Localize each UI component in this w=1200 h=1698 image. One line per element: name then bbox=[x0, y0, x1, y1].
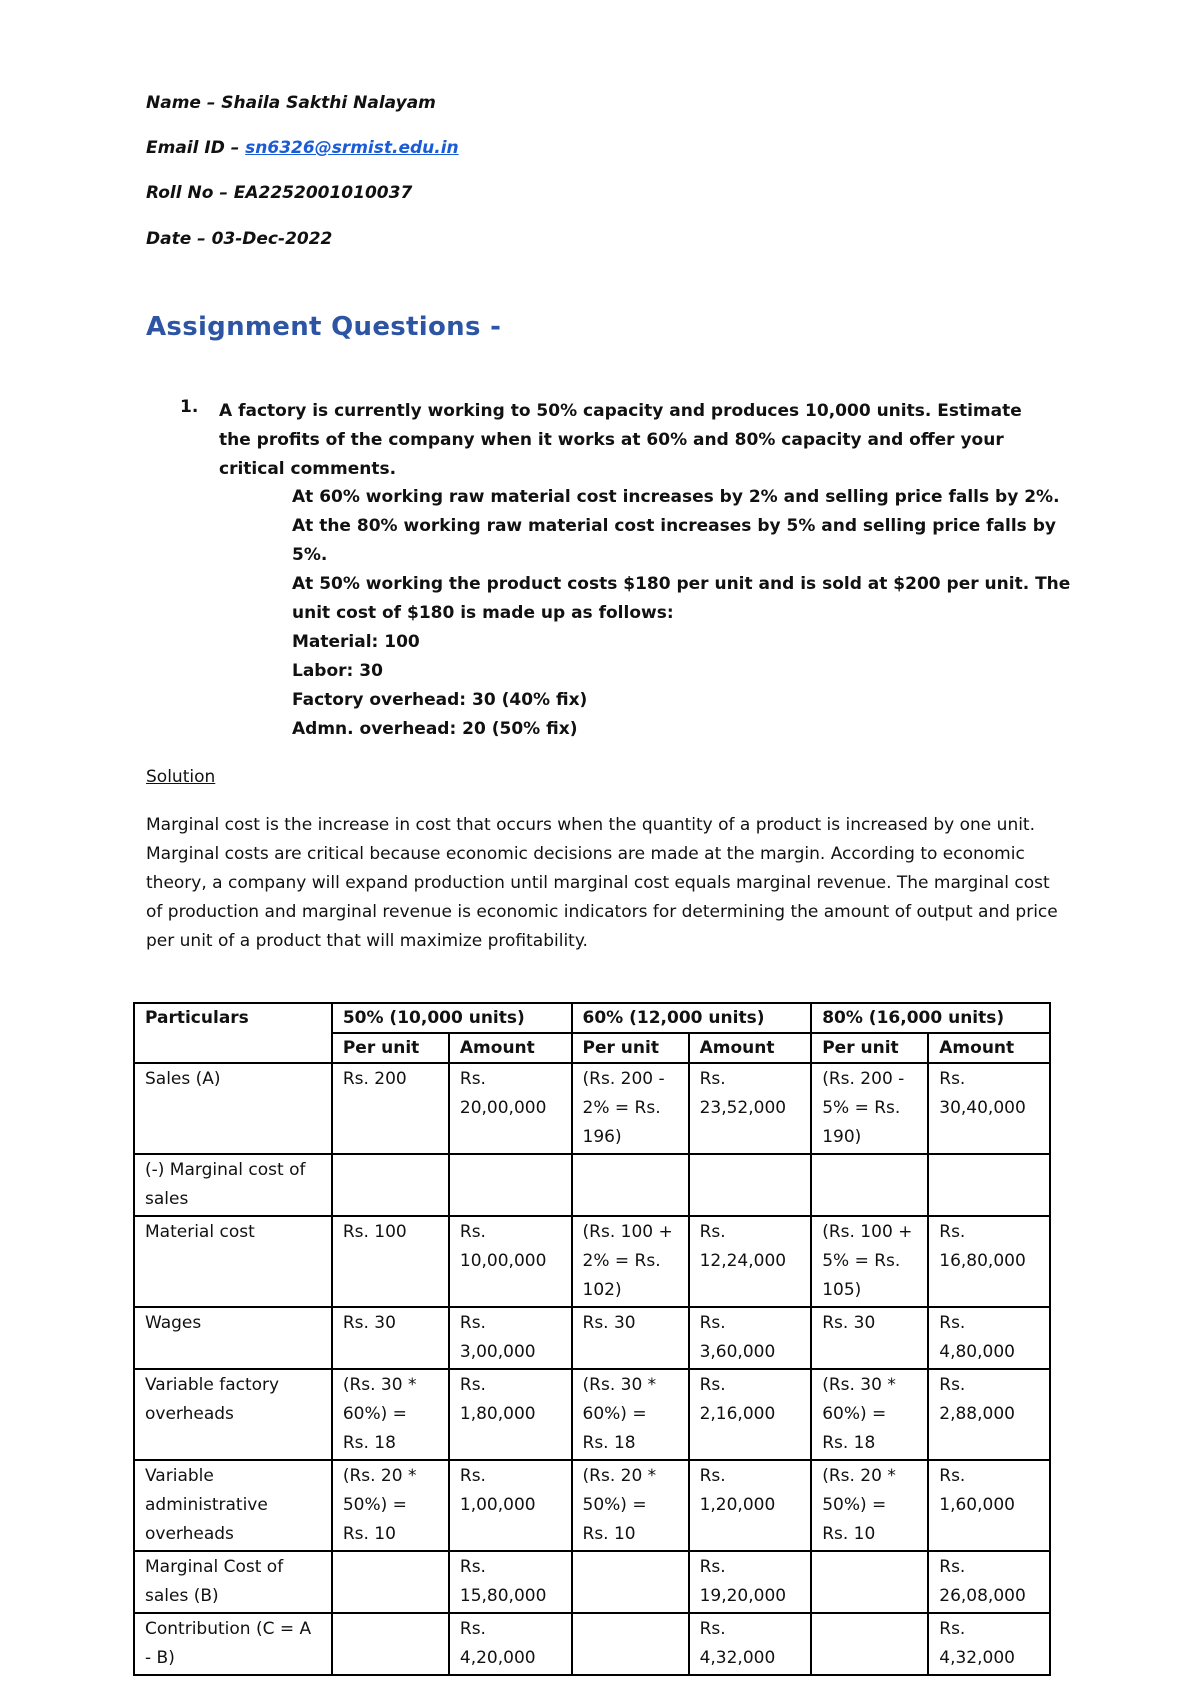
table-cell: (Rs. 30 * 60%) = Rs. 18 bbox=[811, 1369, 928, 1460]
table-cell: (Rs. 20 * 50%) = Rs. 10 bbox=[332, 1460, 449, 1551]
header-cell: Amount bbox=[689, 1033, 812, 1063]
table-cell bbox=[572, 1613, 689, 1675]
table-cell: (Rs. 100 + 5% = Rs. 105) bbox=[811, 1216, 928, 1307]
table-cell: Rs. 1,80,000 bbox=[449, 1369, 572, 1460]
table-cell: Rs. 10,00,000 bbox=[449, 1216, 572, 1307]
question-number: 1. bbox=[180, 397, 199, 417]
table-cell: Rs. 3,60,000 bbox=[689, 1307, 812, 1369]
table-cell: Contribution (C = A - B) bbox=[134, 1613, 332, 1675]
table-cell bbox=[449, 1154, 572, 1216]
table-cell: (-) Marginal cost of sales bbox=[134, 1154, 332, 1216]
header-cell: 50% (10,000 units) bbox=[332, 1003, 572, 1033]
table-cell: Rs. 2,88,000 bbox=[928, 1369, 1050, 1460]
table-row bbox=[134, 1307, 1050, 1369]
table-cell bbox=[811, 1154, 928, 1216]
detail-line: Admn. overhead: 20 (50% fix) bbox=[292, 719, 578, 739]
table-cell: (Rs. 30 * 60%) = Rs. 18 bbox=[332, 1369, 449, 1460]
table-cell: Rs. 20,00,000 bbox=[449, 1063, 572, 1154]
detail-line: Factory overhead: 30 (40% fix) bbox=[292, 690, 588, 710]
table-row bbox=[134, 1216, 1050, 1307]
solution-label: Solution bbox=[146, 767, 216, 787]
table-row bbox=[134, 1154, 1050, 1216]
table-cell: Rs. 15,80,000 bbox=[449, 1551, 572, 1613]
section-title: Assignment Questions - bbox=[146, 312, 502, 342]
header-cell: 80% (16,000 units) bbox=[811, 1003, 1050, 1033]
table-cell: Marginal Cost of sales (B) bbox=[134, 1551, 332, 1613]
table-cell: Rs. 26,08,000 bbox=[928, 1551, 1050, 1613]
detail-line: Labor: 30 bbox=[292, 661, 383, 681]
table-cell: Rs. 4,80,000 bbox=[928, 1307, 1050, 1369]
table-cell: Rs. 1,20,000 bbox=[689, 1460, 812, 1551]
header-cell: Per unit bbox=[572, 1033, 689, 1063]
table-row bbox=[134, 1551, 1050, 1613]
table-cell bbox=[332, 1613, 449, 1675]
question-text: A factory is currently working to 50% capacity and produces 10,000 units. Estimate the profits of the company when it works at 60% and 80% capacity and offer your critical comments. bbox=[219, 401, 1022, 479]
detail-line: At 60% working raw material cost increases by 2% and selling price falls by 2%. bbox=[292, 487, 1060, 507]
table-cell: Rs. 30 bbox=[572, 1307, 689, 1369]
header-cell: Amount bbox=[449, 1033, 572, 1063]
table-cell: Rs. 1,60,000 bbox=[928, 1460, 1050, 1551]
table-cell: Rs. 19,20,000 bbox=[689, 1551, 812, 1613]
table-cell: Rs. 3,00,000 bbox=[449, 1307, 572, 1369]
email-link[interactable]: sn6326@srmist.edu.in bbox=[245, 138, 459, 158]
table-cell: Rs. 16,80,000 bbox=[928, 1216, 1050, 1307]
table-row bbox=[134, 1063, 1050, 1154]
table-cell: Rs. 4,32,000 bbox=[928, 1613, 1050, 1675]
detail-line: At 50% working the product costs $180 per unit and is sold at $200 per unit. The unit cost of $180 is made up as follows: bbox=[292, 574, 1071, 623]
table-row bbox=[134, 1460, 1050, 1551]
table-cell: (Rs. 20 * 50%) = Rs. 10 bbox=[811, 1460, 928, 1551]
email-line bbox=[146, 137, 459, 159]
table-cell: Rs. 2,16,000 bbox=[689, 1369, 812, 1460]
table-cell bbox=[811, 1551, 928, 1613]
detail-line: At the 80% working raw material cost increases by 5% and selling price falls by 5%. bbox=[292, 516, 1056, 565]
header-cell: Per unit bbox=[811, 1033, 928, 1063]
table-cell bbox=[689, 1154, 812, 1216]
table-cell: (Rs. 100 + 2% = Rs. 102) bbox=[572, 1216, 689, 1307]
table-cell bbox=[811, 1613, 928, 1675]
header-cell: Particulars bbox=[134, 1003, 332, 1063]
table-cell: (Rs. 200 - 5% = Rs. 190) bbox=[811, 1063, 928, 1154]
table-cell: Rs. 100 bbox=[332, 1216, 449, 1307]
table-cell: (Rs. 20 * 50%) = Rs. 10 bbox=[572, 1460, 689, 1551]
table-cell: (Rs. 200 - 2% = Rs. 196) bbox=[572, 1063, 689, 1154]
table-cell: Variable factory overheads bbox=[134, 1369, 332, 1460]
table-cell: Rs. 4,32,000 bbox=[689, 1613, 812, 1675]
table-cell: Rs. 30 bbox=[811, 1307, 928, 1369]
roll-number: Roll No – EA2252001010037 bbox=[146, 183, 413, 203]
table-row bbox=[134, 1369, 1050, 1460]
detail-line: Material: 100 bbox=[292, 632, 420, 652]
solution-paragraph: Marginal cost is the increase in cost that occurs when the quantity of a product is increased by one unit. Marginal costs are critical because economic decisions are made at the margin. According to economic theory, a company will expand production until marginal cost equals marginal revenue. The marginal cost of production and marginal revenue is economic indicators for determining the amount of output and price per unit of a product that will maximize profitability. bbox=[146, 815, 1058, 951]
question-details bbox=[292, 483, 1072, 744]
header-cell: Amount bbox=[928, 1033, 1050, 1063]
header-cell: Per unit bbox=[332, 1033, 449, 1063]
student-name: Name – Shaila Sakthi Nalayam bbox=[146, 93, 436, 113]
table-cell: Rs. 12,24,000 bbox=[689, 1216, 812, 1307]
table-cell bbox=[572, 1154, 689, 1216]
table-header-row bbox=[134, 1003, 1050, 1033]
table-cell: Rs. 30,40,000 bbox=[928, 1063, 1050, 1154]
email-label: Email ID – bbox=[146, 138, 246, 158]
marginal-cost-table bbox=[133, 1002, 1051, 1676]
table-cell: Rs. 200 bbox=[332, 1063, 449, 1154]
table-cell bbox=[332, 1154, 449, 1216]
table-cell: Sales (A) bbox=[134, 1063, 332, 1154]
table-cell: Rs. 4,20,000 bbox=[449, 1613, 572, 1675]
table-cell: Material cost bbox=[134, 1216, 332, 1307]
table-cell: (Rs. 30 * 60%) = Rs. 18 bbox=[572, 1369, 689, 1460]
table-cell: Rs. 1,00,000 bbox=[449, 1460, 572, 1551]
table-row bbox=[134, 1613, 1050, 1675]
header-cell: 60% (12,000 units) bbox=[572, 1003, 812, 1033]
table-cell bbox=[572, 1551, 689, 1613]
date-line: Date – 03-Dec-2022 bbox=[146, 229, 333, 249]
table-cell bbox=[928, 1154, 1050, 1216]
table-cell: Rs. 30 bbox=[332, 1307, 449, 1369]
table-cell: Variable administrative overheads bbox=[134, 1460, 332, 1551]
table-cell bbox=[332, 1551, 449, 1613]
table-cell: Wages bbox=[134, 1307, 332, 1369]
table-cell: Rs. 23,52,000 bbox=[689, 1063, 812, 1154]
